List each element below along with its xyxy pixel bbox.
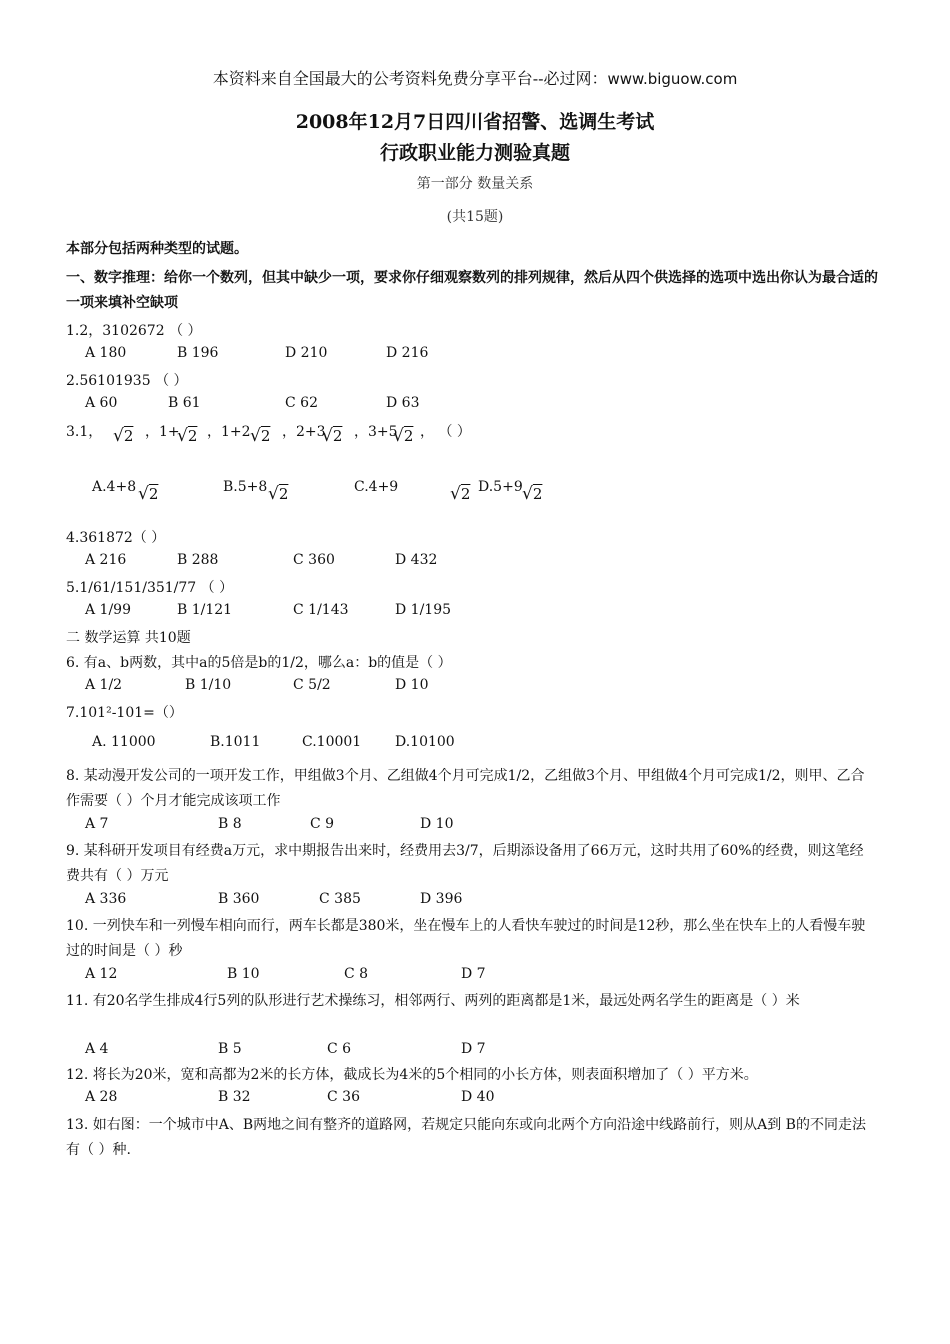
q9-option-a[interactable]: A 336 [85, 891, 127, 907]
q12-option-c[interactable]: C 36 [327, 1089, 360, 1105]
source-text: 本资料来自全国最大的公考资料免费分享平台--必过网： [212, 69, 608, 88]
q9-option-b[interactable]: B 360 [218, 891, 260, 907]
q3-part-3: ，1+2 [207, 424, 251, 440]
question-1: 1.2，3102672 （ ） [66, 323, 202, 339]
question-9: 9. 某科研开发项目有经费a万元，求中期报告出来时，经费用去3/7，后期添设备用了66万元，这时共用了60%的经费，则这笔经费共有（ ）万元 [66, 843, 864, 884]
q8-option-d[interactable]: D 10 [420, 816, 454, 832]
sqrt-icon: √2 [393, 426, 414, 446]
q3-part-2: ，1+ [145, 424, 180, 440]
sqrt-icon: √2 [177, 426, 198, 446]
q11-option-b[interactable]: B 5 [218, 1041, 242, 1057]
q12-option-d[interactable]: D 40 [461, 1089, 495, 1105]
q2-option-c[interactable]: C 62 [285, 395, 318, 411]
q5-option-c[interactable]: C 1/143 [293, 602, 349, 618]
sqrt-icon: √2 [138, 484, 159, 504]
question-11: 11. 有20名学生排成4行5列的队形进行艺术操练习，相邻两行、两列的距离都是1米，最远处两名学生的距离是（ ）米 [66, 993, 800, 1009]
q11-option-a[interactable]: A 4 [85, 1041, 109, 1057]
q5-option-a[interactable]: A 1/99 [85, 602, 131, 618]
exam-title: 2008年12月7日四川省招警、选调生考试 [295, 111, 655, 133]
q3-option-b[interactable]: B.5+8 [223, 479, 268, 495]
q11-option-d[interactable]: D 7 [461, 1041, 486, 1057]
q3-part-6: ， （ ） [420, 424, 471, 440]
q1-option-d[interactable]: D 216 [386, 345, 429, 361]
section-count: (共15题) [446, 209, 504, 225]
part2-title: 二 数学运算 共10题 [66, 630, 191, 646]
q7-option-b[interactable]: B.1011 [210, 734, 261, 750]
q3-part-5: ，3+5 [354, 424, 398, 440]
q4-option-b[interactable]: B 288 [177, 552, 219, 568]
q1-option-c[interactable]: D 210 [285, 345, 328, 361]
q9-option-d[interactable]: D 396 [420, 891, 463, 907]
q10-option-d[interactable]: D 7 [461, 966, 486, 982]
q3-option-a[interactable]: A.4+8 [92, 479, 137, 495]
question-2: 2.56101935 （ ） [66, 373, 188, 389]
q7-option-d[interactable]: D.10100 [395, 734, 455, 750]
exam-subtitle: 行政职业能力测验真题 [379, 142, 570, 164]
q12-option-a[interactable]: A 28 [85, 1089, 118, 1105]
source-header [0, 66, 950, 89]
q7-option-c[interactable]: C.10001 [302, 734, 362, 750]
q4-option-a[interactable]: A 216 [85, 552, 127, 568]
q2-option-a[interactable]: A 60 [85, 395, 118, 411]
question-5: 5.1/61/151/351/77 （ ） [66, 580, 234, 596]
q10-option-a[interactable]: A 12 [85, 966, 118, 982]
part1-instruction: 一、数字推理：给你一个数列，但其中缺少一项，要求你仔细观察数列的排列规律，然后从四个供选择的选项中选出你认为最合适的一项来填补空缺项 [66, 270, 878, 311]
question-13: 13. 如右图：一个城市中A、B两地之间有整齐的道路网，若规定只能向东或向北两个方向沿途中线路前行，则从A到 B的不同走法有（ ）种. [66, 1117, 866, 1158]
sqrt-icon: √2 [450, 484, 471, 504]
sqrt-icon: √2 [268, 484, 289, 504]
section-title: 第一部分 数量关系 [416, 176, 534, 192]
q3-option-d[interactable]: D.5+9 [478, 479, 523, 495]
q5-option-d[interactable]: D 1/195 [395, 602, 452, 618]
q2-option-d[interactable]: D 63 [386, 395, 420, 411]
q3-part-4: ，2+3 [282, 424, 326, 440]
q8-option-a[interactable]: A 7 [85, 816, 109, 832]
source-url[interactable]: www.biguow.com [607, 70, 738, 88]
q8-option-b[interactable]: B 8 [218, 816, 242, 832]
sqrt-icon: √2 [250, 426, 271, 446]
question-8: 8. 某动漫开发公司的一项开发工作，甲组做3个月、乙组做4个月可完成1/2，乙组做3个月、甲组做4个月可完成1/2，则甲、乙合作需要（ ）个月才能完成该项工作 [66, 768, 865, 809]
q2-option-b[interactable]: B 61 [168, 395, 201, 411]
q3-option-c[interactable]: C.4+9 [354, 479, 399, 495]
q6-option-d[interactable]: D 10 [395, 677, 429, 693]
q4-option-d[interactable]: D 432 [395, 552, 438, 568]
intro-text: 本部分包括两种类型的试题。 [66, 241, 248, 257]
q4-option-c[interactable]: C 360 [293, 552, 335, 568]
q6-option-a[interactable]: A 1/2 [85, 677, 123, 693]
q3-part-1: 3.1， [66, 424, 103, 440]
q6-option-c[interactable]: C 5/2 [293, 677, 331, 693]
q10-option-c[interactable]: C 8 [344, 966, 369, 982]
q5-option-b[interactable]: B 1/121 [177, 602, 233, 618]
sqrt-icon: √2 [322, 426, 343, 446]
sqrt-icon: √2 [522, 484, 543, 504]
question-12: 12. 将长为20米，宽和高都为2米的长方体，截成长为4米的5个相同的小长方体，则表面积增加了（ ）平方米。 [66, 1067, 758, 1083]
q7-option-a[interactable]: A. 11000 [92, 734, 156, 750]
q10-option-b[interactable]: B 10 [227, 966, 260, 982]
q11-option-c[interactable]: C 6 [327, 1041, 352, 1057]
q6-option-b[interactable]: B 1/10 [185, 677, 232, 693]
question-6: 6. 有a、b两数，其中a的5倍是b的1/2，哪么a：b的值是（ ） [66, 655, 452, 671]
q1-option-b[interactable]: B 196 [177, 345, 219, 361]
question-7: 7.101²-101=（） [66, 705, 183, 721]
sqrt-icon: √2 [113, 426, 134, 446]
question-4: 4.361872（ ） [66, 530, 166, 546]
q1-option-a[interactable]: A 180 [85, 345, 127, 361]
q8-option-c[interactable]: C 9 [310, 816, 335, 832]
question-10: 10. 一列快车和一列慢车相向而行，两车长都是380米，坐在慢车上的人看快车驶过的时间是12秒，那么坐在快车上的人看慢车驶过的时间是（ ）秒 [66, 918, 866, 959]
q12-option-b[interactable]: B 32 [218, 1089, 251, 1105]
q9-option-c[interactable]: C 385 [319, 891, 361, 907]
